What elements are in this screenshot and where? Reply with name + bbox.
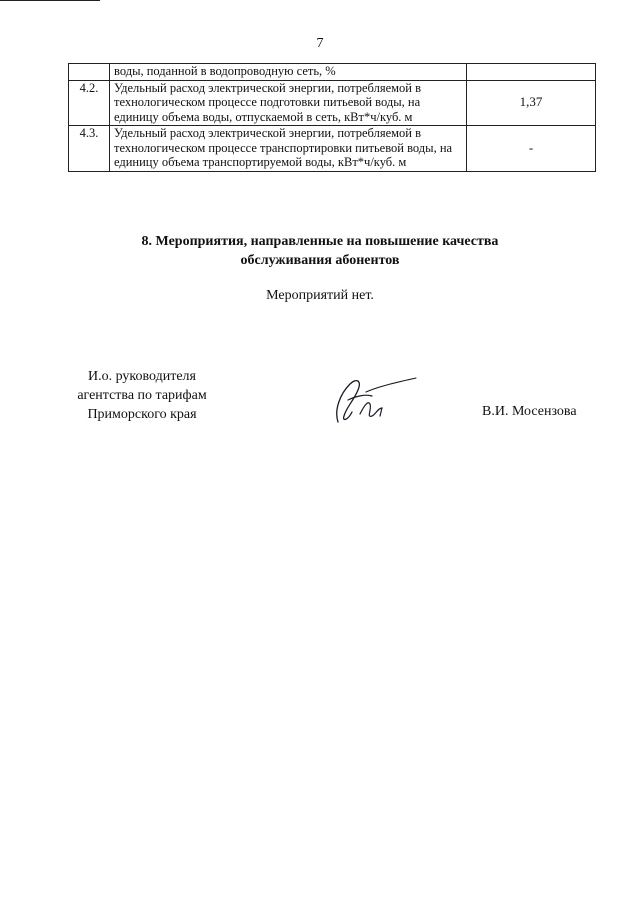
row-number <box>69 64 110 81</box>
signer-position <box>68 367 216 424</box>
section-body: Мероприятий нет. <box>266 288 374 303</box>
table-row <box>69 126 596 172</box>
section-title-line: 8. Мероприятия, направленные на повышение качества <box>141 234 499 249</box>
row-description: Удельный расход электрической энергии, потребляемой в технологическом процессе транспортировки питьевой воды, на единицу объема транспортируемой воды, кВт*ч/куб. м <box>110 126 467 172</box>
indicators-table <box>68 63 596 172</box>
row-value <box>467 64 596 81</box>
handwritten-signature <box>320 370 430 430</box>
section-title <box>0 232 640 270</box>
row-description: воды, поданной в водопроводную сеть, % <box>110 64 467 81</box>
signer-position-line: агентства по тарифам <box>77 388 207 403</box>
top-rule <box>0 0 100 1</box>
row-number: 4.2. <box>69 80 110 126</box>
row-value: - <box>467 126 596 172</box>
table-row <box>69 80 596 126</box>
signer-position-line: И.о. руководителя <box>87 369 196 384</box>
signer-name: В.И. Мосензова <box>482 404 577 419</box>
row-number: 4.3. <box>69 126 110 172</box>
row-value: 1,37 <box>467 80 596 126</box>
section-title-line: обслуживания абонентов <box>240 253 400 268</box>
table-row <box>69 64 596 81</box>
signer-position-line: Приморского края <box>87 407 197 422</box>
page-number: 7 <box>316 36 324 51</box>
row-description: Удельный расход электрической энергии, потребляемой в технологическом процессе подготовки питьевой воды, на единицу объема воды, отпускаемой в сеть, кВт*ч/куб. м <box>110 80 467 126</box>
